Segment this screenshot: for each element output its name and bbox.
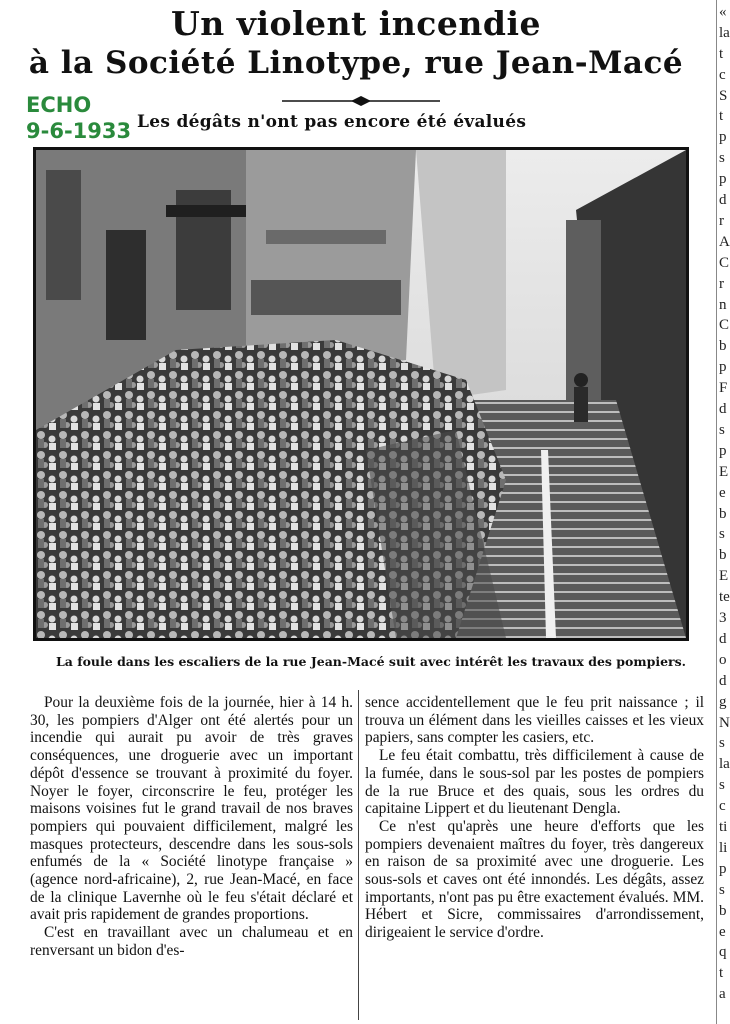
paragraph: C'est en travaillant avec un chalumeau et en renversant un bidon d'es- [30, 924, 353, 959]
adjacent-column-fragment: a [719, 986, 726, 1002]
adjacent-column-fragment: b [719, 903, 727, 919]
stamp-source: ECHO [26, 93, 92, 117]
echo-date-stamp [26, 92, 131, 144]
adjacent-column-fragment: c [719, 67, 726, 83]
adjacent-column-fragment: t [719, 965, 724, 981]
adjacent-column-fragment: p [719, 861, 727, 877]
adjacent-column-fragment: e [719, 924, 726, 940]
paragraph: Pour la deuxième fois de la journée, hier à 14 h. 30, les pompiers d'Alger ont été alertés pour un incendie qui aurait pu avoir de très graves conséquences, une droguerie avec un important dépôt d'essence se trouvant à proximité du foyer. Noyer le foyer, circonscrire le feu, protéger les maisons voisines fut le grand travail de nos braves pompiers qui pouvaient difficilement, malgré les masques protecteurs, descendre dans les sous-sols enfumés de la « Société linotype française » (agence nord-africaine), 2, rue Jean-Macé, en face de la clinique Lavernhe où le feu s'était déclaré et avait pris rapidement de grandes proportions. [30, 694, 353, 924]
adjacent-column-fragment: s [719, 777, 725, 793]
adjacent-column-fragment: E [719, 568, 729, 584]
adjacent-column-fragment: d [719, 192, 727, 208]
adjacent-column-fragment: p [719, 359, 727, 375]
photo-caption: La foule dans les escaliers de la rue Jean-Macé suit avec intérêt les travaux des pompiers. [55, 654, 687, 669]
adjacent-column-fragment: S [719, 88, 728, 104]
adjacent-column-fragment: C [719, 255, 730, 271]
headline-line-1: Un violent incendie [171, 4, 541, 43]
adjacent-column-fragment: b [719, 547, 727, 563]
adjacent-column-fragment: g [719, 694, 727, 710]
adjacent-column-fragment: s [719, 422, 725, 438]
headline-line-2: à la Société Linotype, rue Jean-Macé [28, 45, 684, 81]
paragraph: Le feu était combattu, très difficilement à cause de la fumée, dans le sous-sol par les postes de pompiers de la rue Bruce et des quais, sous les ordres du capitaine Lippert et du lieutenant Dengla. [365, 747, 704, 818]
adjacent-column-fragment: o [719, 652, 727, 668]
paragraph: sence accidentellement que le feu prit naissance ; il trouva un élément dans les vieilles caisses et les vieux papiers, sans compter les casiers, etc. [365, 694, 704, 747]
adjacent-column-fragment: A [719, 234, 730, 250]
adjacent-column-fragment: s [719, 150, 725, 166]
adjacent-column-fragment: p [719, 171, 727, 187]
adjacent-column-fragment: e [719, 485, 726, 501]
adjacent-column-fragment: C [719, 317, 730, 333]
adjacent-column-fragment: t [719, 108, 724, 124]
adjacent-column-fragment: r [719, 276, 724, 292]
adjacent-column-fragment: s [719, 882, 725, 898]
article-column-1 [30, 694, 353, 960]
adjacent-column-fragment: E [719, 464, 729, 480]
paragraph: Ce n'est qu'après une heure d'efforts que les pompiers devenaient maîtres du foyer, très dangereux en raison de sa proximité avec une droguerie. Les sous-sols et caves ont été innondés. Les dégâts, assez importants, n'ont pas pu être exactement évalués. MM. Hébert et Sicre, commissaires d'arrondissement, dirigeaient le service d'ordre. [365, 817, 704, 942]
adjacent-column-fragment: c [719, 798, 726, 814]
adjacent-column-fragment: d [719, 673, 727, 689]
adjacent-column-fragment: q [719, 944, 727, 960]
adjacent-column-fragment: 3 [719, 610, 727, 626]
adjacent-column-fragment: b [719, 506, 727, 522]
adjacent-column-fragment: d [719, 631, 727, 647]
adjacent-column-fragments [716, 0, 730, 1024]
adjacent-column-fragment: b [719, 338, 727, 354]
adjacent-column-fragment: N [719, 715, 730, 731]
adjacent-column-fragment: n [719, 297, 727, 313]
adjacent-column-fragment: s [719, 735, 725, 751]
column-divider [358, 690, 359, 1020]
adjacent-column-fragment: s [719, 526, 725, 542]
adjacent-column-fragment: la [719, 756, 730, 772]
adjacent-column-fragment: « [719, 4, 727, 20]
adjacent-column-fragment: te [719, 589, 730, 605]
divider-ornament-icon [282, 95, 440, 107]
adjacent-column-fragment: la [719, 25, 730, 41]
adjacent-column-fragment: ti [719, 819, 728, 835]
stamp-date: 9-6-1933 [26, 119, 132, 143]
article-column-2 [365, 694, 704, 942]
subheadline: Les dégâts n'ont pas encore été évalués [137, 112, 527, 132]
adjacent-column-fragment: F [719, 380, 728, 396]
adjacent-column-fragment: p [719, 443, 727, 459]
adjacent-column-fragment: d [719, 401, 727, 417]
adjacent-column-fragment: li [719, 840, 728, 856]
crowd-on-stairs-photo [33, 147, 689, 641]
adjacent-column-fragment: t [719, 46, 724, 62]
adjacent-column-fragment: p [719, 129, 727, 145]
adjacent-column-fragment: r [719, 213, 724, 229]
